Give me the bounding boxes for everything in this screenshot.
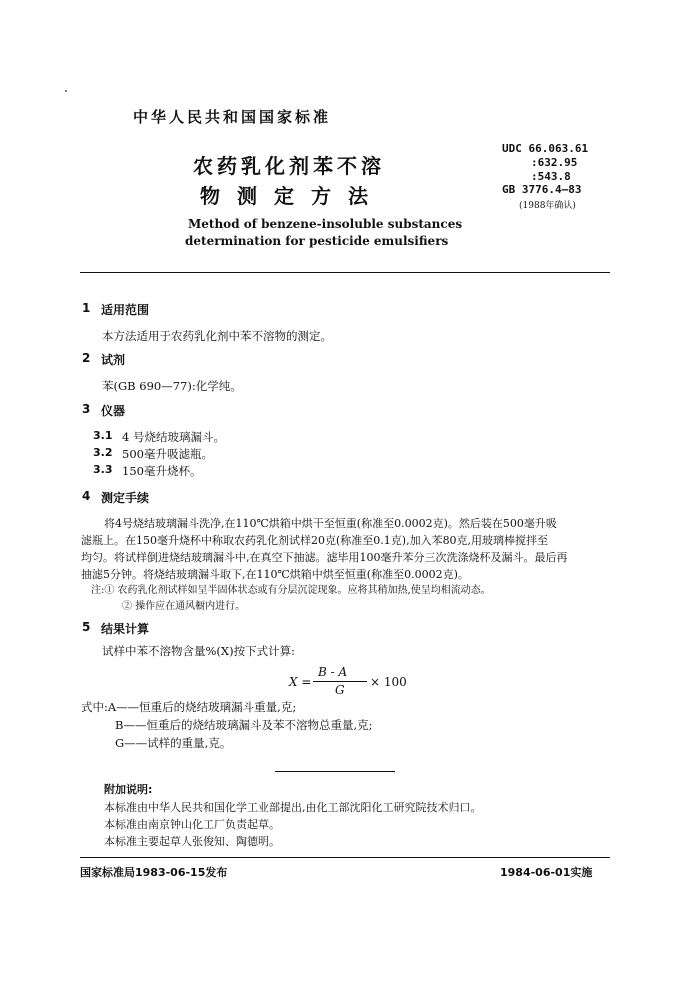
section-3-item-text: 500毫升吸滤瓶。: [122, 447, 213, 461]
footer-divider: [80, 857, 610, 858]
section-4-title: 测定手续: [101, 491, 150, 505]
section-5-intro: 试样中苯不溶物含量%(X)按下式计算:: [102, 644, 295, 658]
issued-date: 国家标准局1983-06-15发布: [80, 866, 228, 879]
section-4-note-1: 注:① 农药乳化剂试样如呈半固体状态或有分层沉淀现象。应将其稍加热,使呈均相流动态。: [91, 585, 491, 596]
formula-numerator: B - A: [318, 665, 348, 679]
section-1-title: 适用范围: [101, 303, 150, 317]
addendum-line: 本标准由中华人民共和国化学工业部提出,由化工部沈阳化工研究院技术归口。: [104, 801, 482, 814]
section-3-item-number: 3.2: [93, 446, 113, 459]
standard-title-cn-line1: 农药乳化剂苯不溶: [193, 154, 385, 178]
header-divider: [80, 272, 610, 273]
section-4-text-line: 将4号烧结玻璃漏斗洗净,在110℃烘箱中烘干至恒重(称准至0.0002克)。然后装在500毫升吸: [104, 517, 557, 530]
section-2-number: 2: [82, 351, 91, 365]
section-4-text-line: 均匀。将试样倒进烧结玻璃漏斗中,在真空下抽滤。滤毕用100毫升苯分三次洗涤烧杯及漏斗。最后再: [81, 551, 568, 564]
addendum-divider: [275, 771, 395, 772]
section-1-number: 1: [82, 301, 91, 315]
section-3-item-text: 150毫升烧杯。: [122, 464, 202, 478]
formula-where-a: 式中:A——恒重后的烧结玻璃漏斗重量,克;: [81, 700, 297, 714]
addendum-title: 附加说明:: [104, 783, 153, 796]
formula-denominator: G: [335, 683, 345, 697]
addendum-line: 本标准主要起草人张俊知、陶德明。: [104, 835, 280, 848]
udc-code: UDC 66.063.61: [502, 142, 589, 155]
section-3-item-number: 3.3: [93, 463, 113, 476]
section-5-title: 结果计算: [101, 622, 150, 636]
section-3-number: 3: [82, 402, 91, 416]
section-2-text: 苯(GB 690—77):化学纯。: [102, 379, 242, 393]
effective-date: 1984-06-01实施: [500, 866, 593, 879]
section-3-item-text: 4 号烧结玻璃漏斗。: [122, 430, 225, 444]
section-5-number: 5: [82, 620, 91, 634]
scan-speck: [65, 90, 67, 92]
section-3-title: 仪器: [101, 404, 126, 418]
gb-standard-code: GB 3776.4—83: [502, 183, 582, 196]
formula-multiplier: × 100: [370, 675, 407, 689]
reconfirm-note: (1988年确认): [519, 201, 576, 211]
section-4-text-line: 滤瓶上。在150毫升烧杯中称取农药乳化剂试样20克(称准至0.1克),加入苯80克,用玻璃棒搅拌至: [81, 534, 549, 547]
addendum-line: 本标准由南京钟山化工厂负责起草。: [104, 818, 280, 831]
section-4-number: 4: [82, 489, 91, 503]
section-4-text-line: 抽滤5分钟。将烧结玻璃漏斗取下,在110℃烘箱中烘至恒重(称准至0.0002克)。: [81, 568, 469, 581]
standard-title-cn-line2: 物测定方法: [200, 184, 385, 208]
udc-code-part2: :632.95: [531, 156, 578, 169]
standard-title-en-line2: determination for pesticide emulsifiers: [185, 234, 449, 248]
formula-lhs: X =: [289, 675, 312, 689]
standard-title-en-line1: Method of benzene-insoluble substances: [188, 217, 463, 231]
udc-code-part3: :543.8: [531, 170, 571, 183]
formula-where-g: G——试样的重量,克。: [115, 736, 232, 750]
section-3-item-number: 3.1: [93, 429, 113, 442]
section-2-title: 试剂: [101, 353, 126, 367]
formula-where-b: B——恒重后的烧结玻璃漏斗及苯不溶物总重量,克;: [115, 718, 373, 732]
section-1-text: 本方法适用于农药乳化剂中苯不溶物的测定。: [102, 329, 332, 343]
formula-fraction-bar: [313, 681, 367, 682]
section-4-note-2: ② 操作应在通风橱内进行。: [122, 601, 246, 612]
issuing-country-header: 中华人民共和国国家标准: [133, 108, 332, 126]
